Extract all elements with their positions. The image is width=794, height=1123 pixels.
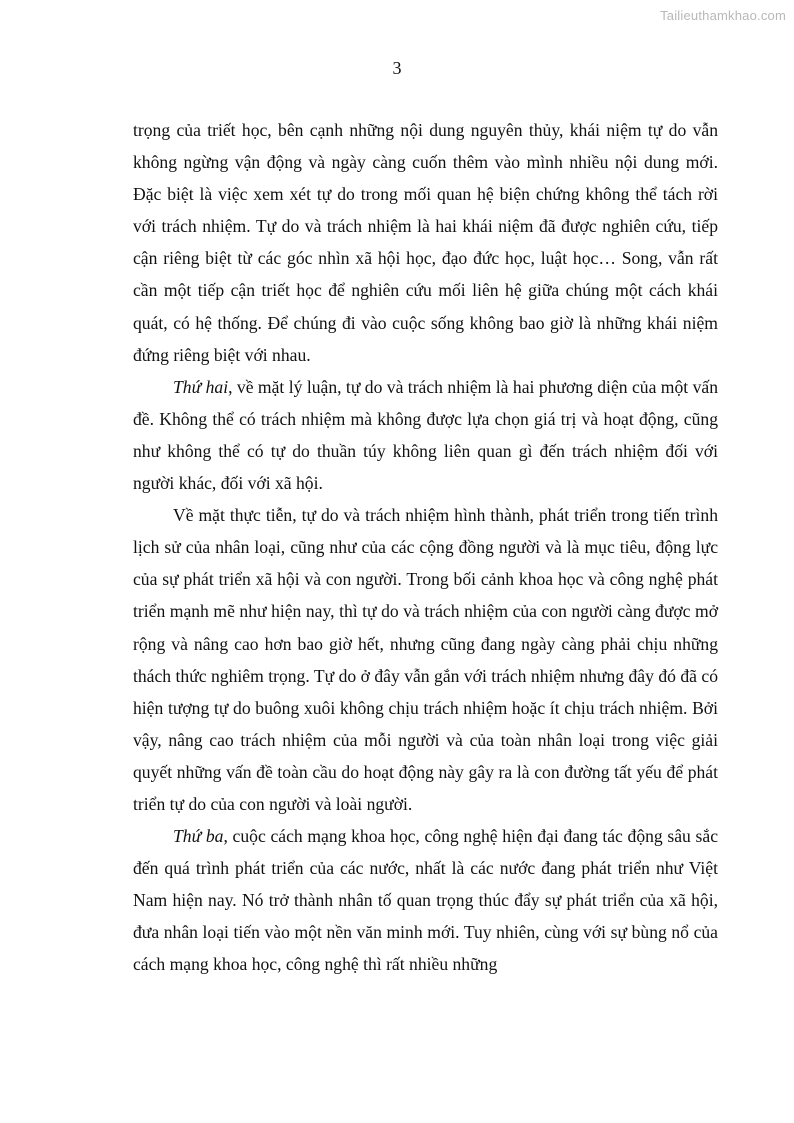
paragraph-2-lead: Thứ hai	[173, 376, 229, 397]
paragraph-4	[133, 820, 718, 980]
page-number: 3	[392, 58, 402, 78]
paragraph-2	[133, 371, 718, 499]
paragraph-3-text: Về mặt thực tiễn, tự do và trách nhiệm hình thành, phát triển trong tiến trình lịch sử của nhân loại, cũng như của các cộng đồng người và là mục tiêu, động lực của sự phát triển xã hội và con người. Trong bối cảnh khoa học và công nghệ phát triển mạnh mẽ như hiện nay, thì tự do và trách nhiệm của con người càng được mở rộng và nâng cao hơn bao giờ hết, nhưng cũng đang ngày càng phải chịu những thách thức nghiêm trọng. Tự do ở đây vẫn gắn với trách nhiệm nhưng đây đó đã có hiện tượng tự do buông xuôi không chịu trách nhiệm hoặc ít chịu trách nhiệm. Bởi vậy, nâng cao trách nhiệm của mỗi người và của toàn nhân loại trong việc giải quyết những vấn đề toàn cầu do hoạt động này gây ra là con đường tất yếu để phát triển tự do của con người và loài người.	[133, 505, 718, 814]
paragraph-1-text: trọng của triết học, bên cạnh những nội dung nguyên thủy, khái niệm tự do vẫn không ngừng vận động và ngày càng cuốn thêm vào mình nhiều nội dung mới. Đặc biệt là việc xem xét tự do trong mối quan hệ biện chứng không thể tách rời với trách nhiệm. Tự do và trách nhiệm là hai khái niệm đã được nghiên cứu, tiếp cận riêng biệt từ các góc nhìn xã hội học, đạo đức học, luật học… Song, vẫn rất cần một tiếp cận triết học để nghiên cứu mối liên hệ giữa chúng một cách khái quát, có hệ thống. Để chúng đi vào cuộc sống không bao giờ là những khái niệm đứng riêng biệt với nhau.	[133, 120, 718, 365]
watermark-text: Tailieuthamkhao.com	[660, 8, 786, 23]
paragraph-1	[133, 114, 718, 371]
paragraph-4-text: , cuộc cách mạng khoa học, công nghệ hiện đại đang tác động sâu sắc đến quá trình phát triển của các nước, nhất là các nước đang phát triển như Việt Nam hiện nay. Nó trở thành nhân tố quan trọng thúc đẩy sự phát triển của xã hội, đưa nhân loại tiến vào một nền văn minh mới. Tuy nhiên, cùng với sự bùng nổ của cách mạng khoa học, công nghệ thì rất nhiều những	[133, 826, 719, 975]
document-body	[133, 114, 718, 981]
paragraph-3	[133, 499, 718, 820]
paragraph-2-text: , về mặt lý luận, tự do và trách nhiệm là hai phương diện của một vấn đề. Không thể có trách nhiệm mà không được lựa chọn giá trị và hoạt động, cũng như không thể có tự do thuần túy không liên quan gì đến trách nhiệm đối với người khác, đối với xã hội.	[133, 376, 718, 494]
paragraph-4-lead: Thứ ba	[173, 826, 224, 847]
